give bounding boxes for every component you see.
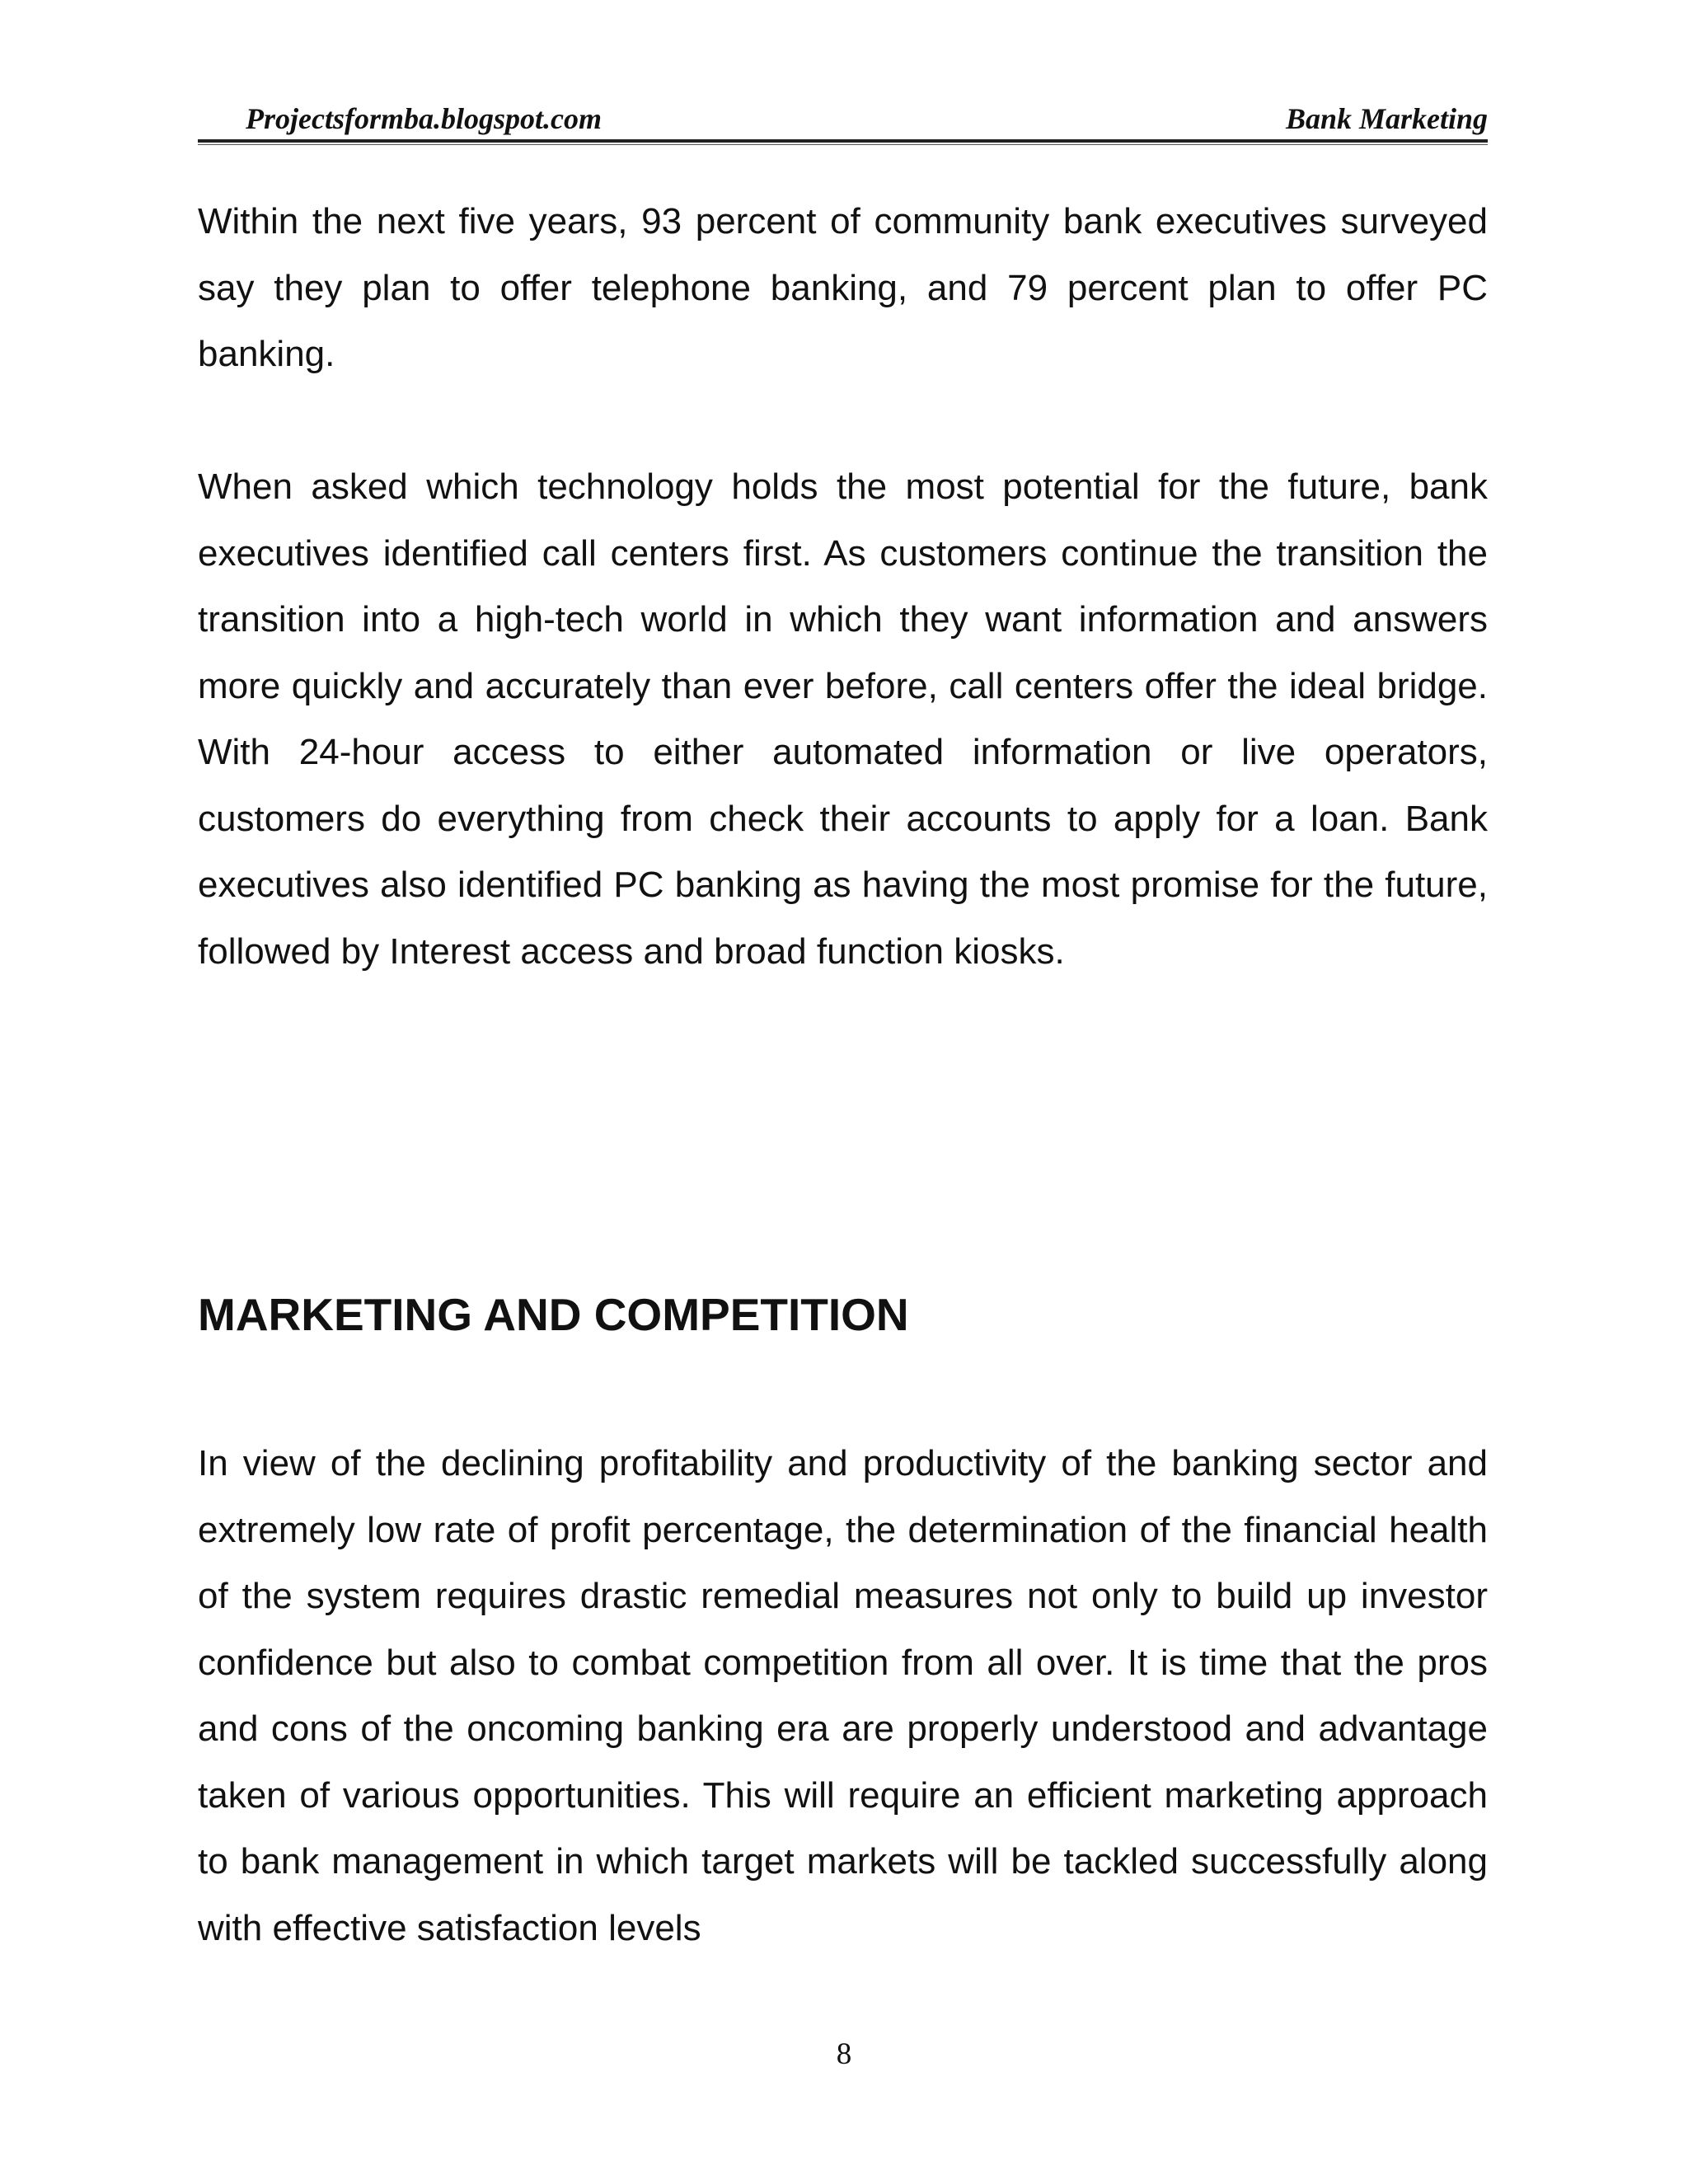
- running-header: [198, 97, 1488, 140]
- header-rule: [198, 139, 1488, 143]
- header-rule-secondary: [198, 144, 1488, 145]
- paragraph-technology-potential: When asked which technology holds the most potential for the future, bank executives identified call centers first. As customers continue the transition the transition into a high-tech world in which they want information and answers more quickly and accurately than ever before, call centers offer the ideal bridge. With 24-hour access to either automated information or live operators, customers do everything from check their accounts to apply for a loan. Bank executives also identified PC banking as having the most promise for the future, followed by Interest access and broad function kiosks.: [198, 466, 1488, 972]
- page-number: 8: [836, 2037, 852, 2071]
- header-site-name: Projectsformba.blogspot.com: [246, 102, 602, 135]
- paragraph-marketing-competition: In view of the declining profitability and productivity of the banking sector and extremely low rate of profit percentage, the determination of the financial health of the system requires drastic remedial measures not only to build up investor confidence but also to combat competition from all over. It is time that the pros and cons of the oncoming banking era are properly understood and advantage taken of various opportunities. This will require an efficient marketing approach to bank management in which target markets will be tackled successfully along with effective satisfaction levels: [198, 1443, 1488, 1948]
- paragraph-telephone-banking: Within the next five years, 93 percent of community bank executives surveyed say they plan to offer telephone banking, and 79 percent plan to offer PC banking.: [198, 201, 1488, 374]
- header-document-title: Bank Marketing: [1285, 102, 1488, 135]
- section-heading: MARKETING AND COMPETITION: [198, 1289, 909, 1340]
